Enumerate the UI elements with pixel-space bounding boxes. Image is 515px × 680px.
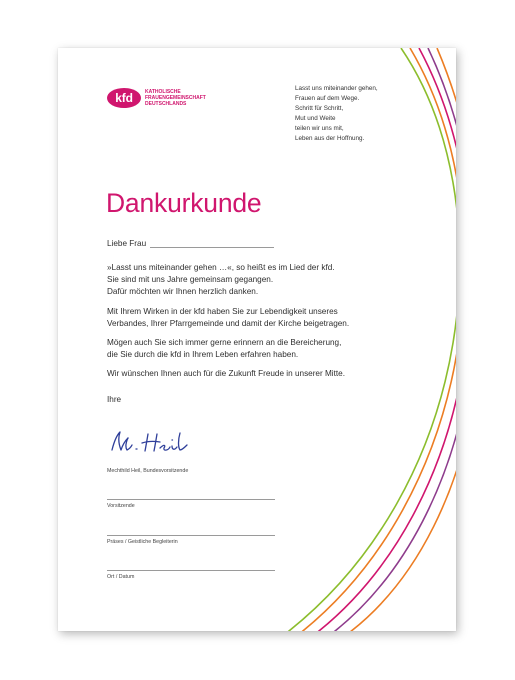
kfd-logo <box>107 88 206 108</box>
motto-line: Leben aus der Hoffnung. <box>295 135 365 142</box>
motto-line: Schritt für Schritt, <box>295 105 344 112</box>
salutation-row <box>107 239 274 248</box>
signature-label-pastor: Präses / Geistliche Begleiterin <box>107 539 178 545</box>
logo-line-2: FRAUENGEMEINSCHAFT <box>145 95 206 101</box>
paragraph-line: die Sie durch die kfd in Ihrem Leben erfahren haben. <box>107 350 299 359</box>
paragraph-line: Wir wünschen Ihnen auch für die Zukunft Freude in unserer Mitte. <box>107 369 346 378</box>
paragraph-line: Verbandes, Ihrer Pfarrgemeinde und damit der Kirche beigetragen. <box>107 319 350 328</box>
signer-name: Mechthild Heil, Bundesvorsitzende <box>107 468 189 474</box>
certificate-page <box>58 48 456 631</box>
paragraph-line: Mit Ihrem Wirken in der kfd haben Sie zur Lebendigkeit unseres <box>107 307 338 316</box>
signature-line-pastor[interactable] <box>107 535 275 536</box>
paragraph-3 <box>107 337 341 361</box>
signature-label-place-date: Ort / Datum <box>107 574 135 580</box>
logo-wordmark <box>145 89 206 107</box>
motto-line: Mut und Weite <box>295 115 336 122</box>
paragraph-2 <box>107 306 349 330</box>
salutation-text: Liebe Frau <box>107 239 147 248</box>
signature-line-chair[interactable] <box>107 499 275 500</box>
signature-label-chair: Vorsitzende <box>107 503 135 509</box>
motto-line: Frauen auf dem Wege. <box>295 95 360 102</box>
paragraph-line: Dafür möchten wir Ihnen herzlich danken. <box>107 287 259 296</box>
logo-line-1: KATHOLISCHE <box>145 89 181 95</box>
recipient-name-line[interactable] <box>150 239 274 248</box>
paragraph-line: Mögen auch Sie sich immer gerne erinnern an die Bereicherung, <box>107 338 342 347</box>
motto-verse <box>295 84 378 144</box>
motto-line: teilen wir uns mit, <box>295 125 344 132</box>
certificate-title: Dankurkunde <box>106 188 262 218</box>
paragraph-4 <box>107 368 345 380</box>
paragraph-line: »Lasst uns miteinander gehen …«, so heißt es im Lied der kfd. <box>107 263 335 272</box>
signature-line-place-date[interactable] <box>107 570 275 571</box>
paragraph-1 <box>107 262 335 298</box>
logo-mark: kfd <box>107 88 141 108</box>
closing: Ihre <box>107 395 122 404</box>
paragraph-line: Sie sind mit uns Jahre gemeinsam gegangen. <box>107 275 274 284</box>
logo-line-3: DEUTSCHLANDS <box>145 101 187 107</box>
motto-line: Lasst uns miteinander gehen, <box>295 85 378 92</box>
handwritten-signature <box>108 428 208 458</box>
